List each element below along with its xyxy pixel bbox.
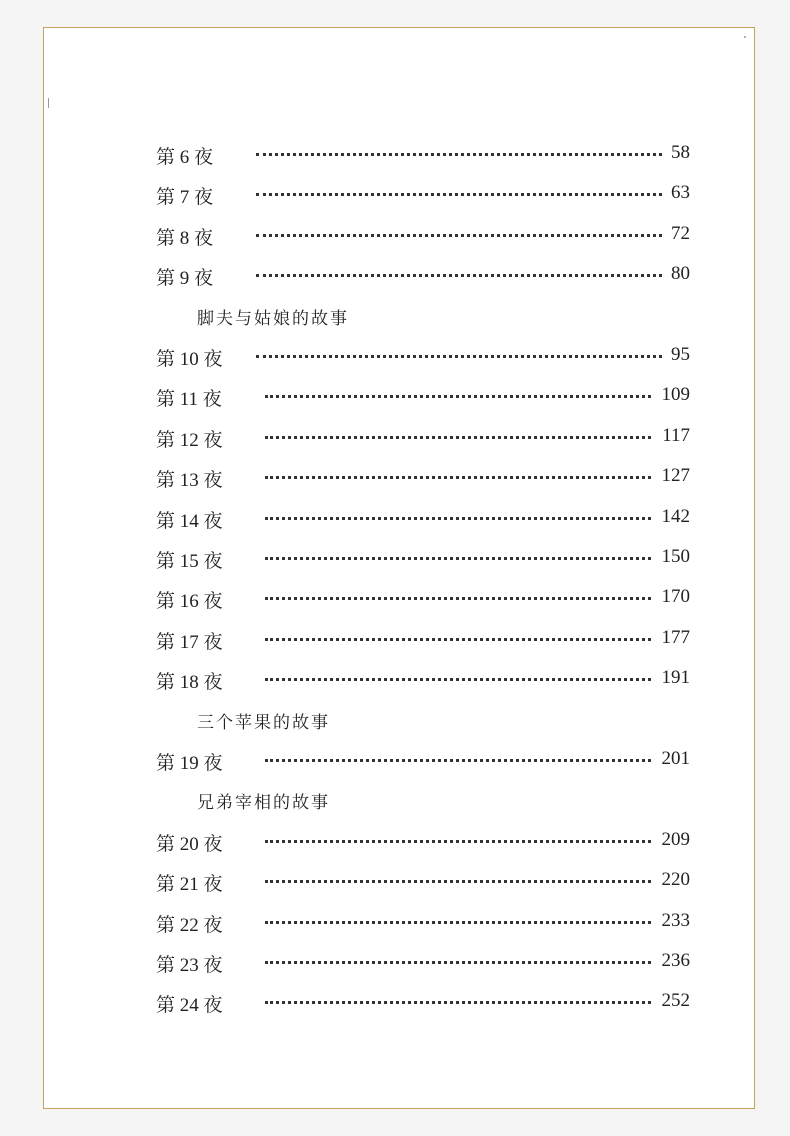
toc-entry (0, 381, 790, 411)
page-number: 220 (661, 869, 690, 890)
night-label: 第 19 夜 (156, 753, 223, 774)
page-number: 117 (662, 425, 690, 446)
night-label: 第 13 夜 (156, 470, 223, 491)
night-label: 第 11 夜 (156, 389, 222, 410)
dot-leader (265, 638, 651, 641)
toc-entry (0, 179, 790, 209)
toc-entry (0, 745, 790, 775)
dot-leader (265, 476, 651, 479)
page-number: 150 (661, 546, 690, 567)
toc-entry (0, 826, 790, 856)
dot-leader (256, 193, 662, 196)
page-number: 127 (661, 465, 690, 486)
dot-leader (265, 517, 651, 520)
dot-leader (265, 1001, 651, 1004)
dot-leader (265, 840, 651, 843)
page-number: 63 (671, 182, 690, 203)
toc-entry (0, 139, 790, 169)
dot-leader (265, 759, 651, 762)
toc-entry (0, 907, 790, 937)
dot-leader (265, 678, 651, 681)
page-number: 252 (661, 990, 690, 1011)
page-number: 142 (661, 506, 690, 527)
dot-leader (265, 921, 651, 924)
night-label: 第 8 夜 (156, 228, 214, 249)
night-label: 第 22 夜 (156, 915, 223, 936)
story-title: 三个苹果的故事 (197, 713, 330, 733)
page-number: 109 (661, 384, 690, 405)
night-label: 第 15 夜 (156, 551, 223, 572)
dot-leader (256, 234, 662, 237)
dot-leader (265, 597, 651, 600)
dot-leader (256, 153, 662, 156)
night-label: 第 10 夜 (156, 349, 223, 370)
toc-entry (0, 543, 790, 573)
toc-entry (0, 422, 790, 452)
night-label: 第 24 夜 (156, 995, 223, 1016)
toc-entry (0, 503, 790, 533)
dot-leader (265, 557, 651, 560)
night-label: 第 18 夜 (156, 672, 223, 693)
page-number: 209 (661, 829, 690, 850)
toc-entry (0, 664, 790, 694)
toc-entry (0, 260, 790, 290)
dot-leader (265, 961, 651, 964)
page-number: 58 (671, 142, 690, 163)
night-label: 第 21 夜 (156, 874, 223, 895)
toc-entry (0, 947, 790, 977)
toc-entry (0, 341, 790, 371)
toc-entry (0, 987, 790, 1017)
page-number: 236 (661, 950, 690, 971)
page-number: 201 (661, 748, 690, 769)
night-label: 第 9 夜 (156, 268, 214, 289)
dot-leader (265, 880, 651, 883)
page-number: 170 (661, 586, 690, 607)
story-title: 脚夫与姑娘的故事 (197, 309, 349, 329)
page-number: 80 (671, 263, 690, 284)
toc-entry (0, 462, 790, 492)
night-label: 第 16 夜 (156, 591, 223, 612)
night-label: 第 23 夜 (156, 955, 223, 976)
dot-leader (256, 355, 662, 358)
page-number: 95 (671, 344, 690, 365)
story-title: 兄弟宰相的故事 (197, 793, 330, 813)
night-label: 第 12 夜 (156, 430, 223, 451)
night-label: 第 20 夜 (156, 834, 223, 855)
night-label: 第 7 夜 (156, 187, 214, 208)
page-number: 233 (661, 910, 690, 931)
toc-entry (0, 866, 790, 896)
night-label: 第 14 夜 (156, 511, 223, 532)
toc-entry (0, 583, 790, 613)
page-number: 177 (661, 627, 690, 648)
toc-entry (0, 220, 790, 250)
page-number: 72 (671, 223, 690, 244)
night-label: 第 17 夜 (156, 632, 223, 653)
dot-leader (265, 395, 651, 398)
page-number: 191 (661, 667, 690, 688)
dot-leader (265, 436, 651, 439)
night-label: 第 6 夜 (156, 147, 214, 168)
toc-entry (0, 624, 790, 654)
dot-leader (256, 274, 662, 277)
